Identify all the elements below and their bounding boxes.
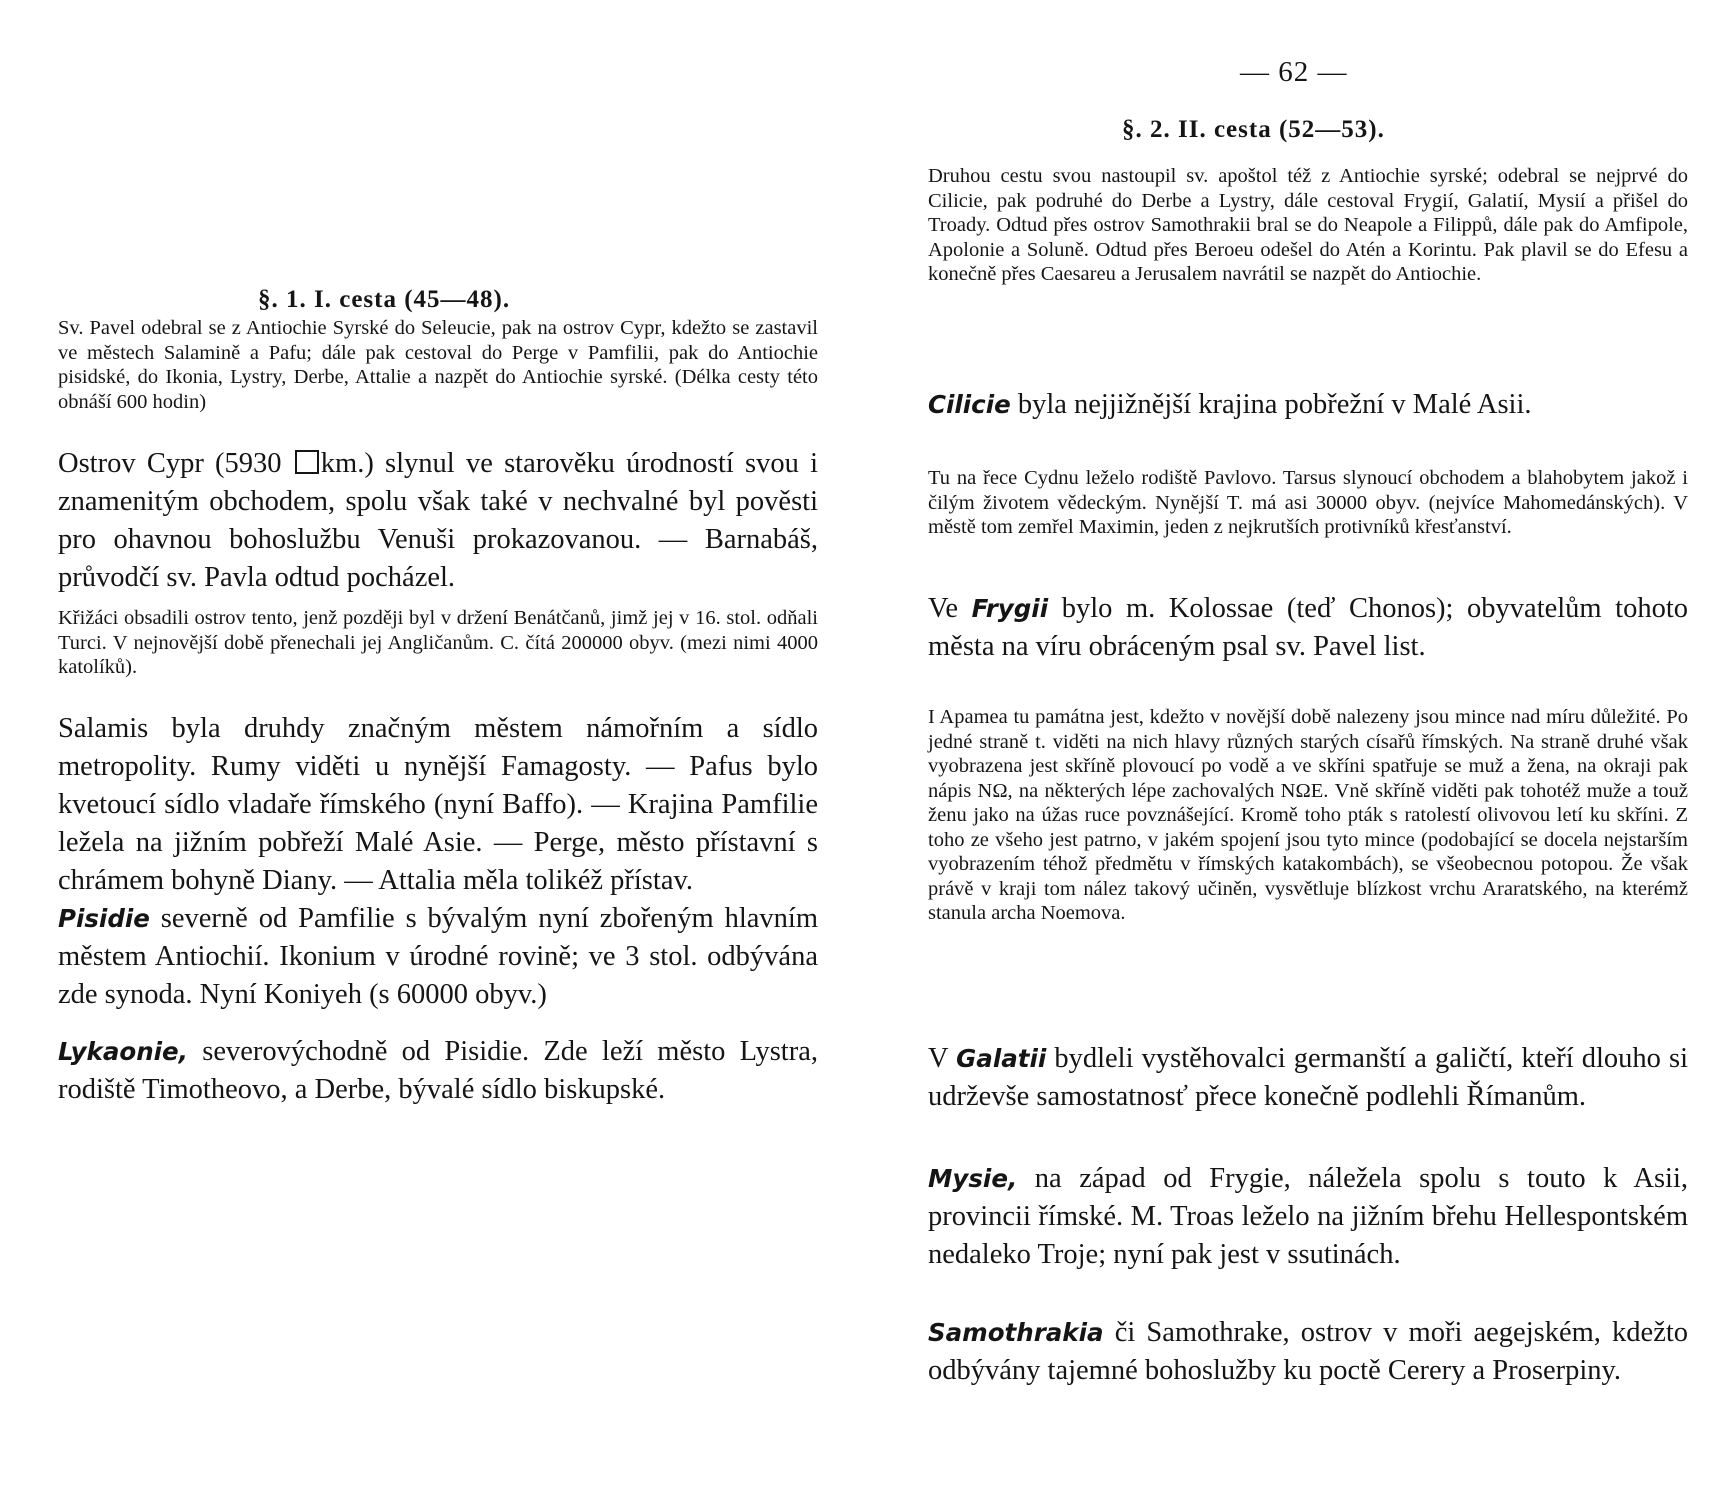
mysie-keyword: Mysie, bbox=[928, 1164, 1018, 1193]
left-section-heading-text: §. 1. I. cesta (45—48). bbox=[258, 286, 511, 313]
cyprus-text-b: km.) slynul ve starověku úrodností svou i znamenitým obchodem, spolu však také v nechvalné byl pověsti pro ohavnou bohoslužbu Venuši prokazovanou. — Barnabáš, průvodčí sv. Pavla odtud pocházel. bbox=[58, 448, 819, 593]
tarsus-text: Tu na řece Cydnu leželo rodiště Pavlovo. Tarsus slynoucí obchodem a blahobytem jakož i čilým životem vědeckým. Nynější T. má asi 30000 obyv. (nejvíce Mahomedánských). V městě tom zemřel Maximin, jeden z nejkrutších protivníků křesťanství. bbox=[928, 467, 1688, 538]
right-section-heading bbox=[1122, 116, 1385, 144]
samothrakia-keyword: Samothrakia bbox=[928, 1318, 1104, 1347]
galatie-prefix: V bbox=[928, 1043, 949, 1074]
square-symbol-icon bbox=[295, 450, 319, 474]
right-paragraph-frygie bbox=[928, 590, 1688, 666]
crusaders-text: Křižáci obsadili ostrov tento, jenž později byl v držení Benátčanů, jimž jej v 16. stol. odňali Turci. V nejnovější době přenechali jej Angličanům. C. čítá 200000 obyv. (mezi nimi 4000 katolíků). bbox=[58, 607, 818, 678]
left-paragraph-pisidie bbox=[58, 900, 818, 1014]
left-route-text: Sv. Pavel odebral se z Antiochie Syrské do Seleucie, pak na ostrov Cypr, kdežto se zastavil ve městech Salamině a Pafu; dále pak cestoval do Perge v Pamfilii, pak do Antiochie pisidské, do Ikonia, Lystry, Derbe, Attalie a nazpět do Antiochie syrské. (Délka cesty této obnáší 600 hodin) bbox=[58, 317, 818, 413]
left-paragraph-salamis bbox=[58, 710, 818, 900]
right-paragraph-mysie bbox=[928, 1160, 1688, 1274]
page-number: — 62 — bbox=[1240, 56, 1348, 88]
samothrakia-text: či Samothrake, ostrov v moři aegejském, kdežto odbývány tajemné bohoslužby ku poctě Cerery a Proserpiny. bbox=[928, 1317, 1689, 1386]
cilicie-text: byla nejjižnější krajina pobřežní v Malé Asii. bbox=[1017, 389, 1532, 420]
mysie-text: na západ od Frygie, náležela spolu s touto k Asii, provincii římské. M. Troas leželo na jižním břehu Hellespontském nedaleko Troje; nyní pak jest v ssutinách. bbox=[928, 1163, 1689, 1270]
galatie-text: bydleli vystěhovalci germanští a galičtí, kteří dlouho si udrževše samostatnosť přece konečně podlehli Římanům. bbox=[928, 1043, 1688, 1112]
frygie-prefix: Ve bbox=[928, 593, 959, 624]
left-paragraph-cyprus bbox=[58, 445, 818, 597]
right-paragraph-apamea bbox=[928, 705, 1688, 926]
galatie-keyword: Galatii bbox=[956, 1044, 1047, 1073]
lykaonie-keyword: Lykaonie, bbox=[58, 1037, 188, 1066]
right-paragraph-route bbox=[928, 164, 1688, 287]
cyprus-text-a: Ostrov Cypr (5930 bbox=[58, 448, 282, 479]
left-paragraph-lykaonie bbox=[58, 1033, 818, 1109]
left-section-heading bbox=[258, 286, 510, 314]
left-paragraph-crusaders bbox=[58, 606, 818, 680]
salamis-text: Salamis byla druhdy značným městem námořním a sídlo metropolity. Rumy viděti u nynější Famagosty. — Pafus bylo kvetoucí sídlo vladaře římského (nyní Baffo). — Krajina Pamfilie ležela na jižním pobřeží Malé Asie. — Perge, město přístavní s chrámem bohyně Diany. — Attalia měla tolikéž přístav. bbox=[58, 713, 818, 896]
right-route-text: Druhou cestu svou nastoupil sv. apoštol též z Antiochie syrské; odebral se nejprvé do Cilicie, pak podruhé do Derbe a Lystry, dále cestoval Frygií, Galatií, Mysií a přišel do Troady. Odtud přes ostrov Samothrakii bral se do Neapole a Filippů, dále pak do Amfipole, Apolonie a Soluně. Odtud přes Beroeu odešel do Atén a Korintu. Pak plavil se do Efesu a konečně přes Caesareu a Jerusalem navrátil se nazpět do Antiochie. bbox=[928, 165, 1688, 285]
cilicie-keyword: Cilicie bbox=[928, 390, 1011, 419]
pisidie-text: severně od Pamfilie s bývalým nyní zbořeným hlavním městem Antiochií. Ikonium v úrodné rovině; ve 3 stol. odbývána zde synoda. Nyní Koniyeh (s 60000 obyv.) bbox=[58, 903, 819, 1010]
left-paragraph-route bbox=[58, 316, 818, 414]
frygie-text: bylo m. Kolossae (teď Chonos); obyvatelům tohoto města na víru obráceným psal sv. Pavel list. bbox=[928, 593, 1689, 662]
lykaonie-text: severovýchodně od Pisidie. Zde leží město Lystra, rodiště Timotheovo, a Derbe, bývalé sídlo biskupské. bbox=[58, 1036, 818, 1105]
pisidie-keyword: Pisidie bbox=[58, 904, 150, 933]
apamea-text: I Apamea tu památna jest, kdežto v novější době nalezeny jsou mince nad míru důležité. Po jedné straně t. viděti na nich hlavy různých starých císařů římských. Na straně druhé však vyobrazena jest skříně plovoucí po vodě a ve skříni spatřuje se muž a žena, na okraji pak nápis ΝΩ, na některých lépe zachovalých ΝΩΕ. Vně skříně viděti pak tohotéž muže a touž ženu jako na úžas ruce povznášející. Kromě toho pták s ratolestí olivovou letí ku skříni. Z toho ze všeho jest patrno, v jakém spojení jsou tyto mince (podobající se docela nejstarším vyobrazením téhož předmětu v římských katakombách), se všeobecnou potopou. Že však právě v kraji tom nález takový učiněn, vysvětluje blízkost vrchu Araratského, na kterémž stanula archa Noemova. bbox=[928, 706, 1688, 924]
right-paragraph-cilicie bbox=[928, 386, 1688, 424]
right-paragraph-galatie bbox=[928, 1040, 1688, 1116]
right-section-heading-text: §. 2. II. cesta (52—53). bbox=[1122, 116, 1385, 143]
frygie-keyword: Frygii bbox=[971, 594, 1049, 623]
right-paragraph-tarsus bbox=[928, 466, 1688, 540]
right-paragraph-samothrakia bbox=[928, 1314, 1688, 1390]
